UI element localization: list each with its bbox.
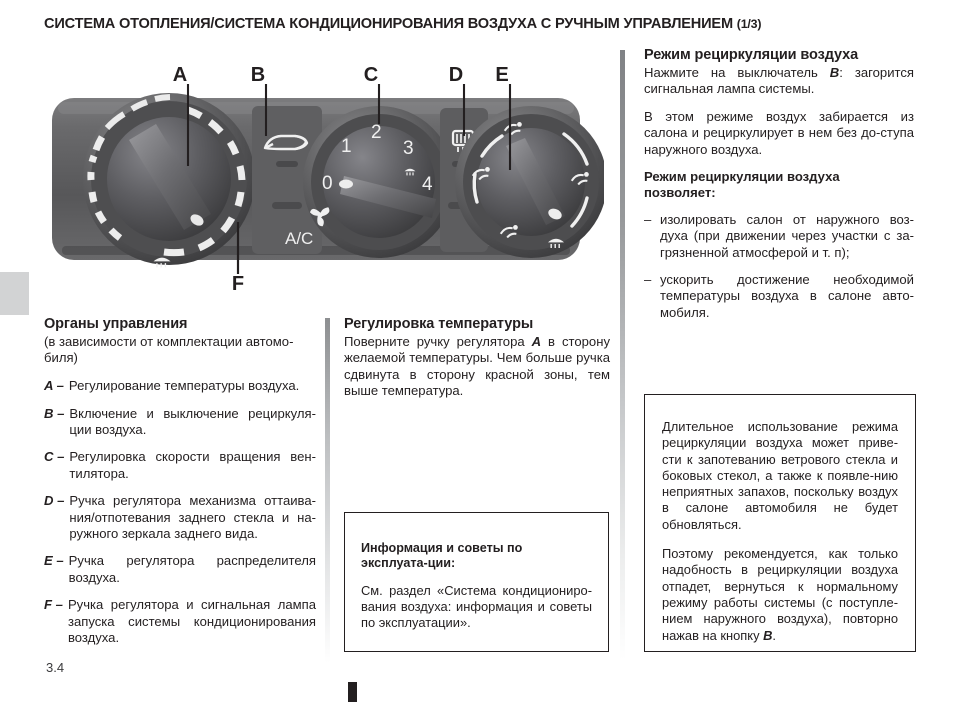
- fan-label-3: 3: [403, 138, 414, 159]
- warning-paragraph-2: [662, 546, 898, 644]
- ac-label: A/C: [285, 229, 314, 248]
- page-number: 3.4: [46, 660, 65, 675]
- info-tips-title: Информация и советы по эксплуата-ции:: [361, 541, 523, 571]
- recirculation-bullet-2: [644, 272, 914, 321]
- left-column: [44, 316, 316, 657]
- fan-label-1: 1: [341, 136, 352, 157]
- column-divider-right: [620, 50, 625, 660]
- section-edge-tab: [0, 272, 29, 315]
- recirculation-paragraph-1: [644, 65, 914, 98]
- recirculation-p1-pre: Нажмите на выключатель: [644, 65, 830, 80]
- callout-a: A: [172, 64, 188, 86]
- middle-column: [344, 316, 610, 400]
- legend-text-b: Включение и выключение рециркуля-ции воздуха.: [69, 405, 316, 437]
- bullet-dash-1: –: [644, 211, 652, 227]
- knob-e-air-distribution: [455, 106, 604, 258]
- warning-ref-b: B: [763, 627, 773, 643]
- legend-key-f: F –: [44, 597, 63, 613]
- info-tips-text: См. раздел «Система кондициониро-вания воздуха: информация и советы по эксплуатации».: [361, 582, 592, 631]
- page-title-indicator: (1/3): [736, 17, 762, 31]
- legend-item-e: [44, 553, 316, 586]
- column-divider-middle: [325, 318, 330, 663]
- recirculation-paragraph-2: В этом режиме воздух забирается из салона и рециркулирует в нем без до-ступа наружного воздуха.: [644, 108, 914, 157]
- callout-d: D: [448, 64, 464, 86]
- controls-subtitle: (в зависимости от комплектации автомо-биля): [44, 334, 294, 366]
- temperature-heading: Регулировка температуры: [344, 316, 534, 332]
- temperature-paragraph: [344, 334, 610, 400]
- fan-label-2: 2: [371, 122, 382, 143]
- knob-c-fan-speed: [303, 106, 455, 258]
- page-title-text: СИСТЕМА ОТОПЛЕНИЯ/СИСТЕМА КОНДИЦИОНИРОВАНИЯ ВОЗДУХА С РУЧНЫМ УПРАВЛЕНИЕМ: [44, 16, 733, 32]
- legend-text-c: Регулировка скорости вращения вен-тилятора.: [69, 449, 316, 481]
- bullet-dash-2: –: [644, 272, 652, 288]
- legend-item-c: [44, 449, 316, 482]
- legend-item-d: [44, 493, 316, 542]
- legend-text-f: Ручка регулятора и сигнальная лампа запуска системы кондиционирования воздуха.: [67, 597, 316, 646]
- legend-text-a: Регулирование температуры воздуха.: [68, 378, 300, 394]
- hvac-control-panel-illustration: [44, 62, 604, 292]
- bullet-text-1: изолировать салон от наружного воз-духа (при движении через участки с за-грязненной атмосферой и т. п);: [660, 211, 914, 260]
- legend-key-b: B –: [44, 405, 65, 421]
- temperature-paragraph-post: в сторону желаемой температуры. Чем больше ручка сдвинута в сторону красной зоны, тем выше температура.: [344, 334, 610, 399]
- footer-section-marker: [348, 682, 357, 702]
- warning-p2-post: .: [772, 627, 777, 643]
- fan-label-4: 4: [422, 174, 433, 195]
- callout-e: E: [495, 64, 509, 86]
- recirculation-heading: Режим рециркуляции воздуха: [644, 47, 859, 63]
- callout-c: C: [363, 64, 379, 86]
- right-column: [644, 47, 914, 332]
- callout-f: F: [231, 273, 245, 292]
- legend-item-a: [44, 378, 316, 394]
- temperature-ref-a: A: [531, 334, 542, 349]
- page-title: [44, 16, 924, 32]
- warning-p2-pre: Поэтому рекомендуется, как только надобность в рециркуляции воздуха отпадет, вернуться к нормальному режиму работы системы (с поступле-нием наружного воздуха), повторно нажав на кнопку: [662, 546, 898, 643]
- temperature-paragraph-pre: Поверните ручку регулятора: [344, 334, 532, 349]
- recirculation-allows-heading: Режим рециркуляции воздуха позволяет:: [644, 169, 840, 201]
- legend-item-b: [44, 406, 316, 439]
- recirculation-p1-post: : загорится сигнальная лампа системы.: [644, 65, 915, 97]
- legend-key-a: A –: [44, 378, 64, 394]
- fan-label-0: 0: [322, 173, 333, 194]
- bullet-text-2: ускорить достижение необходимой температуры воздуха в салоне авто-мобиля.: [660, 272, 914, 320]
- warning-box: [644, 394, 916, 652]
- legend-item-f: [44, 597, 316, 646]
- recirculation-bullet-1: [644, 212, 914, 261]
- legend-key-c: C –: [44, 449, 65, 465]
- controls-heading: Органы управления: [44, 316, 188, 332]
- legend-key-e: E –: [44, 553, 64, 569]
- info-tips-box: [344, 512, 609, 652]
- warning-paragraph-1: Длительное использование режима рециркуляции воздуха может приве-сти к запотеванию ветрового стекла и боковых стекол, а также к появле-нию неприятных запахов, поскольку воздух в салоне автомобиля не будет обновляться.: [662, 419, 898, 532]
- recirculation-ref-b-1: B: [829, 65, 840, 80]
- legend-text-e: Ручка регулятора распределителя воздуха.: [68, 553, 316, 585]
- legend-key-d: D –: [44, 493, 65, 509]
- legend-text-d: Ручка регулятора механизма оттаива-ния/отпотевания заднего стекла и на-ружного зеркала заднего вида.: [69, 493, 316, 542]
- callout-b: B: [250, 64, 266, 86]
